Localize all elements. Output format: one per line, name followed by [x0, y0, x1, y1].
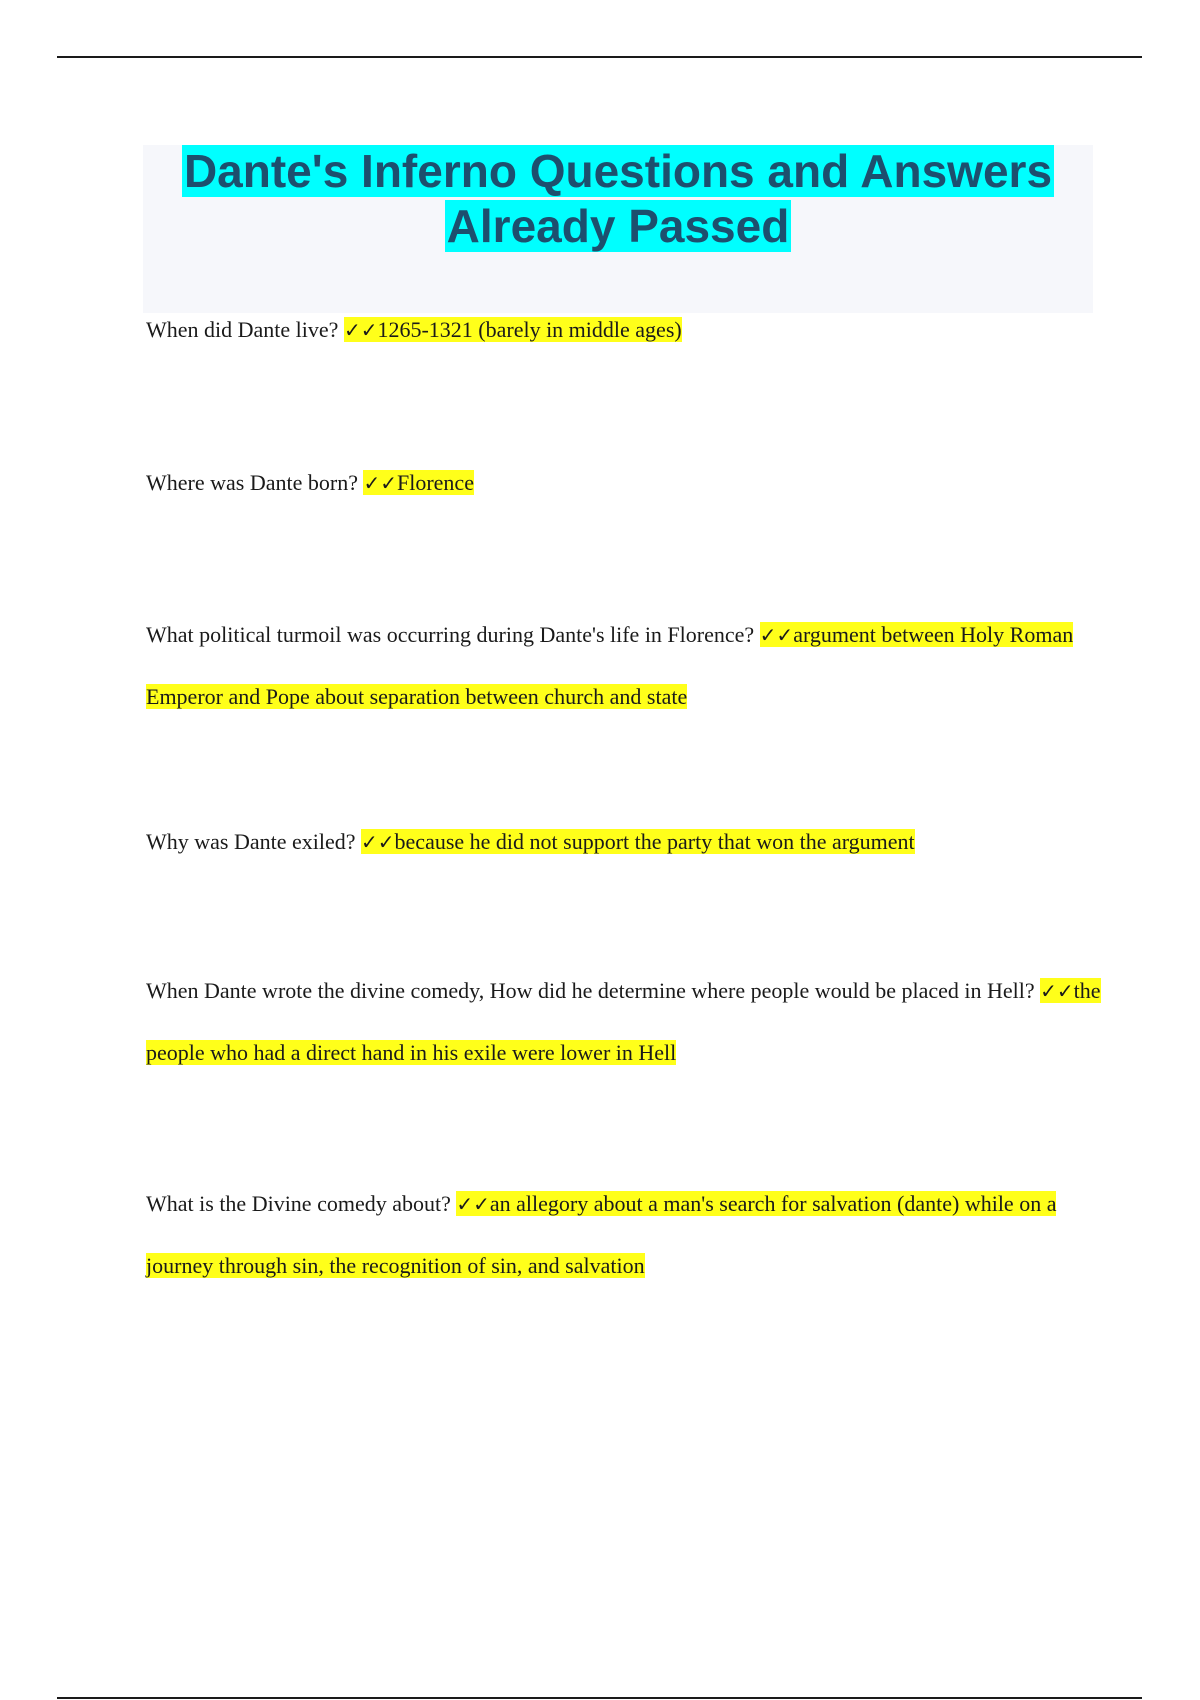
answer-text — [361, 829, 915, 854]
answer-value: because he did not support the party that won the argument — [394, 829, 915, 854]
double-check-icon: ✓✓ — [759, 623, 794, 647]
question-text: What is the Divine comedy about? — [146, 1191, 457, 1216]
qa-item — [146, 811, 1106, 873]
qa-item — [146, 604, 1106, 727]
qa-item — [146, 299, 1106, 361]
answer-text — [363, 470, 473, 495]
question-text: When Dante wrote the divine comedy, How did he determine where people would be placed in Hell? — [146, 978, 1041, 1003]
double-check-icon: ✓✓ — [343, 318, 378, 342]
answer-text — [344, 317, 682, 342]
title-block — [143, 145, 1093, 313]
double-check-icon: ✓✓ — [456, 1192, 490, 1216]
double-check-icon: ✓✓ — [1040, 979, 1074, 1003]
double-check-icon: ✓✓ — [361, 830, 395, 854]
question-text: What political turmoil was occurring during Dante's life in Florence? — [146, 622, 760, 647]
question-text: When did Dante live? — [146, 317, 344, 342]
page-title-line-2: Already Passed — [446, 200, 790, 252]
qa-item — [146, 1173, 1106, 1296]
top-rule — [57, 56, 1142, 58]
answer-value: Florence — [396, 470, 474, 495]
answer-value: argument between Holy Roman Emperor and Pope about separation between church and state — [146, 622, 1074, 709]
question-text: Where was Dante born? — [146, 470, 364, 495]
question-text: Why was Dante exiled? — [146, 829, 362, 854]
qa-item — [146, 452, 1106, 514]
bottom-rule — [57, 1697, 1142, 1699]
answer-value: the people who had a direct hand in his exile were lower in Hell — [146, 978, 1101, 1065]
qa-item — [146, 960, 1106, 1083]
double-check-icon: ✓✓ — [363, 471, 397, 495]
answer-value: an allegory about a man's search for salvation (dante) while on a journey through sin, the recognition of sin, and salvation — [146, 1191, 1057, 1278]
page-title-line-1: Dante's Inferno Questions and Answers — [183, 145, 1053, 197]
answer-value: 1265-1321 (barely in middle ages) — [377, 317, 682, 342]
